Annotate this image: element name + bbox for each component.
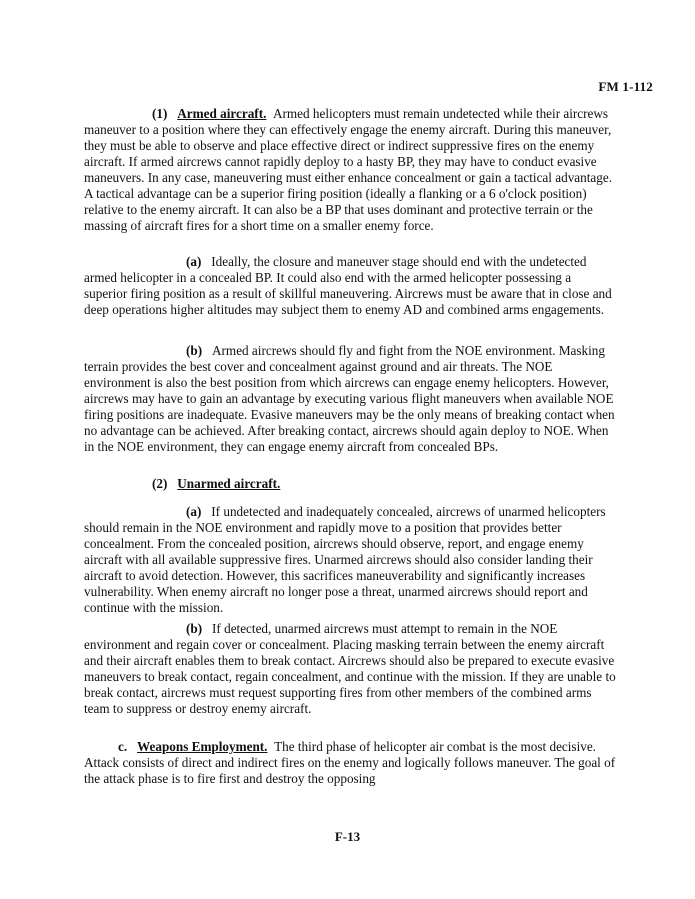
paragraph-text: If detected, unarmed aircrews must attempt to remain in the NOE environment and regain cover or concealment. Placing masking terrain between the enemy aircraft and their aircraft enables them to break contact. Aircrews should also be prepared to execute evasive maneuvers to break contact, regain concealment, and continue with the mission. If they are unable to break contact, aircrews must request supporting fires from other members of the combined arms team to suppress or destroy enemy aircraft.	[84, 621, 616, 716]
paragraph-armed-aircraft	[84, 106, 616, 234]
paragraph-unarmed-a	[84, 504, 616, 616]
paragraph-number: (2)	[152, 476, 168, 491]
paragraph-number: c.	[118, 739, 128, 754]
paragraph-weapons-employment	[84, 739, 616, 787]
paragraph-text: Armed helicopters must remain undetected while their aircrews maneuver to a position where they can effectively engage the enemy aircraft. During this maneuver, they must be able to observe and place effective direct or indirect suppressive fires on the enemy aircraft. If armed aircrews cannot rapidly deploy to a hasty BP, they may have to conduct evasive maneuvers. In any case, maneuvering must either enhance concealment or gain a tactical advantage. A tactical advantage can be a superior firing position (ideally a flanking or a 6 o'clock position) relative to the enemy aircraft. It can also be a BP that uses dominant and protective terrain or the massing of aircraft fires for a short time on a smaller enemy force.	[84, 106, 612, 233]
section-heading-weapons-employment: Weapons Employment.	[137, 739, 268, 754]
document-id-header: FM 1-112	[598, 79, 653, 94]
paragraph-text: The third phase of helicopter air combat is the most decisive. Attack consists of direct and indirect fires on the enemy and logically follows maneuver. The goal of the attack phase is to fire first and destroy the opposing	[84, 739, 616, 786]
subparagraph-number: (b)	[186, 621, 203, 636]
paragraph-unarmed-aircraft	[84, 476, 616, 492]
paragraph-number: (1)	[152, 106, 168, 121]
subparagraph-number: (a)	[186, 254, 202, 269]
paragraph-text: Ideally, the closure and maneuver stage should end with the undetected armed helicopter in a concealed BP. It could also end with the armed helicopter possessing a superior firing position as a result of skillful maneuvering. Aircrews must be aware that in close and deep operations higher altitudes may subject them to enemy AD and combined arms engagements.	[84, 254, 612, 317]
paragraph-text: Armed aircrews should fly and fight from the NOE environment. Masking terrain provides the best cover and concealment against ground and air threats. The NOE environment is also the best position from which aircrews can engage enemy helicopters. However, aircrews may have to gain an advantage by executing various flight maneuvers when available NOE firing positions are inadequate. Evasive maneuvers may be the only means of breaking contact when no advantage can be achieved. After breaking contact, aircrews should again deploy to NOE. When in the NOE environment, they can engage enemy aircraft from concealed BPs.	[84, 343, 615, 454]
paragraph-armed-a	[84, 254, 616, 318]
section-heading-armed-aircraft: Armed aircraft.	[177, 106, 267, 121]
paragraph-text: If undetected and inadequately concealed, aircrews of unarmed helicopters should remain in the NOE environment and rapidly move to a position that provides better concealment. From the concealed position, aircrews should observe, report, and engage enemy aircraft with all available suppressive fires. Unarmed aircrews should also consider landing their aircraft to avoid detection. However, this sacrifices maneuverability and significantly increases vulnerability. When enemy aircraft no longer pose a threat, unarmed aircrews should report and continue with the mission.	[84, 504, 606, 615]
subparagraph-number: (b)	[186, 343, 203, 358]
paragraph-armed-b	[84, 343, 616, 455]
paragraph-unarmed-b	[84, 621, 616, 717]
section-heading-unarmed-aircraft: Unarmed aircraft.	[177, 476, 281, 491]
page-number-footer: F-13	[334, 829, 361, 844]
subparagraph-number: (a)	[186, 504, 202, 519]
